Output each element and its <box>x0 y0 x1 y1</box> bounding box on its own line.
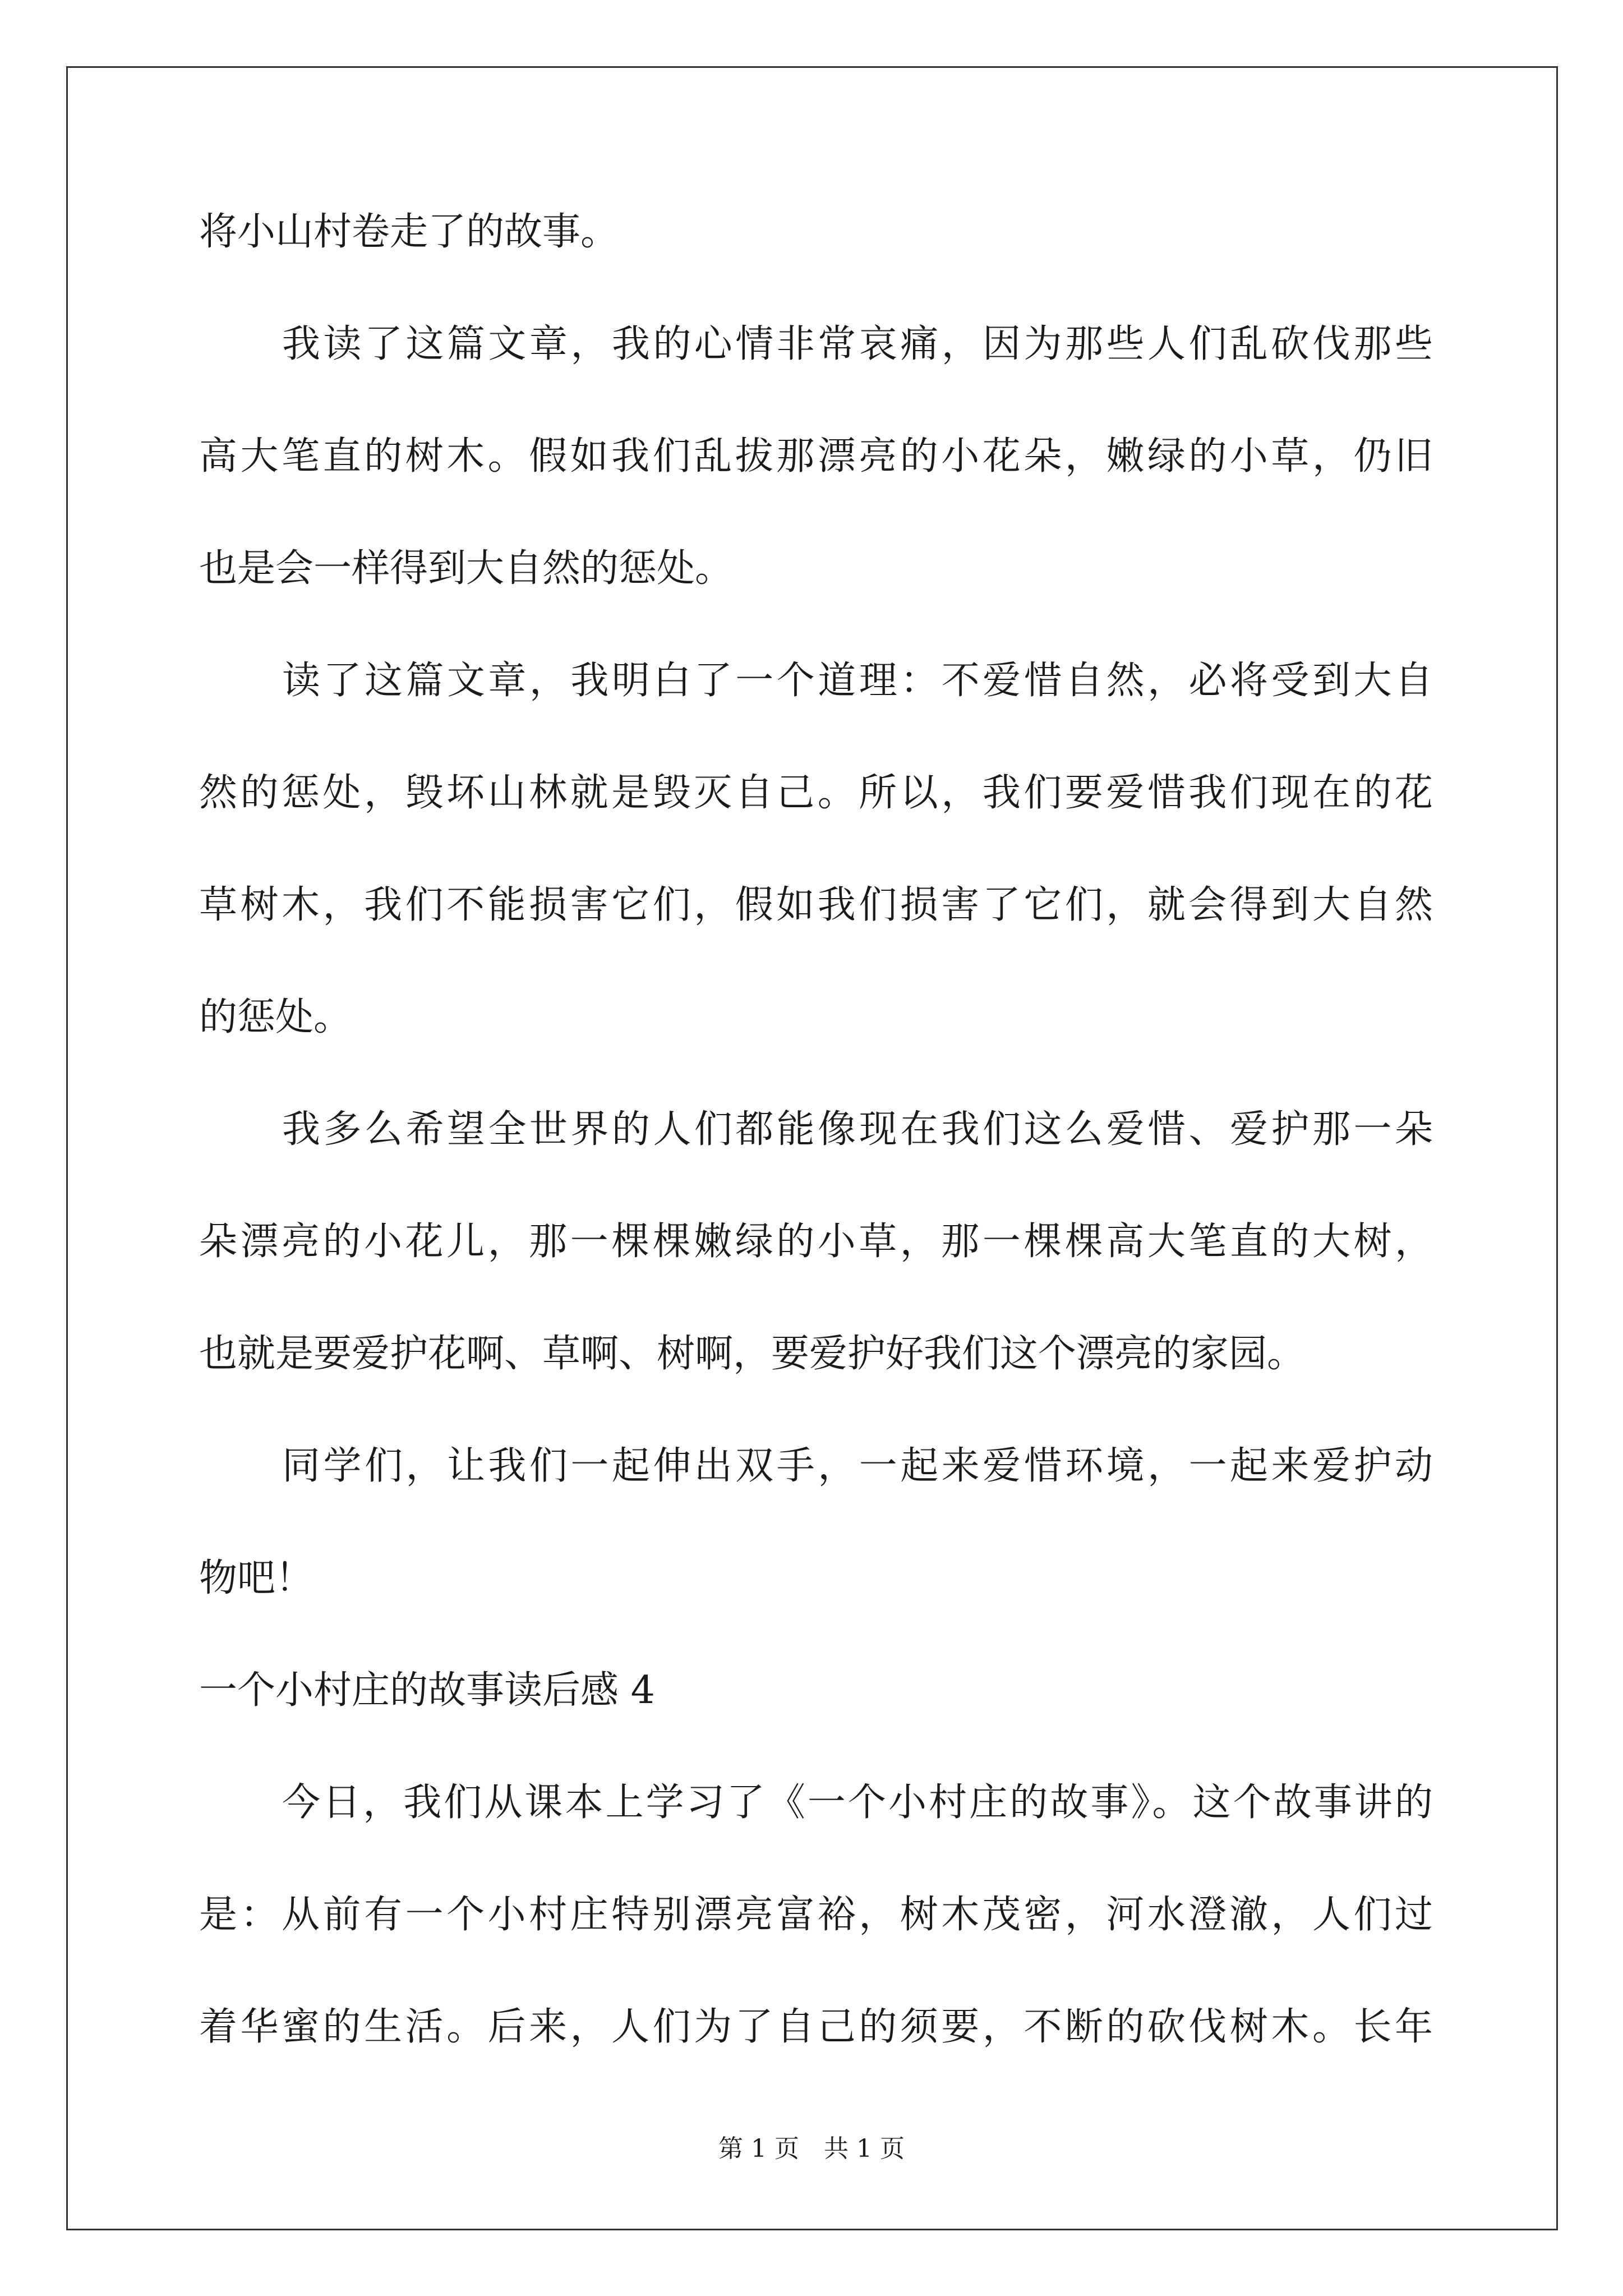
paragraph-line: 高大笔直的树木。假如我们乱拔那漂亮的小花朵，嫩绿的小草，仍旧 <box>199 434 1433 478</box>
paragraph-line: 的惩处。 <box>199 995 352 1039</box>
document-body <box>199 210 1433 2120</box>
paragraph-line: 将小山村卷走了的故事。 <box>199 210 619 254</box>
paragraph-line: 我多么希望全世界的人们都能像现在我们这么爱惜、爱护那一朵 <box>282 1107 1433 1152</box>
paragraph-line: 是：从前有一个小村庄特别漂亮富裕，树木茂密，河水澄澈，人们过 <box>199 1893 1433 1937</box>
page-footer: 第 1 页 共 1 页 <box>718 2134 905 2163</box>
paragraph-line: 我读了这篇文章，我的心情非常哀痛，因为那些人们乱砍伐那些 <box>282 322 1433 366</box>
paragraph-line: 读了这篇文章，我明白了一个道理：不爱惜自然，必将受到大自 <box>282 659 1433 703</box>
paragraph-line: 草树木，我们不能损害它们，假如我们损害了它们，就会得到大自然 <box>199 883 1433 927</box>
paragraph-line: 也是会一样得到大自然的惩处。 <box>199 546 734 591</box>
paragraph-line: 朵漂亮的小花儿，那一棵棵嫩绿的小草，那一棵棵高大笔直的大树， <box>199 1220 1433 1264</box>
section-heading: 一个小村庄的故事读后感 4 <box>199 1668 655 1713</box>
paragraph-line: 也就是要爱护花啊、草啊、树啊，要爱护好我们这个漂亮的家园。 <box>199 1332 1306 1376</box>
paragraph-line: 今日，我们从课本上学习了《一个小村庄的故事》。这个故事讲的 <box>282 1780 1433 1825</box>
paragraph-line: 同学们，让我们一起伸出双手，一起来爱惜环境，一起来爱护动 <box>282 1444 1433 1488</box>
paragraph-line: 物吧！ <box>199 1556 314 1600</box>
paragraph-line: 然的惩处，毁坏山林就是毁灭自己。所以，我们要爱惜我们现在的花 <box>199 771 1433 815</box>
paragraph-line: 着华蜜的生活。后来，人们为了自己的须要，不断的砍伐树木。长年 <box>199 2005 1433 2049</box>
